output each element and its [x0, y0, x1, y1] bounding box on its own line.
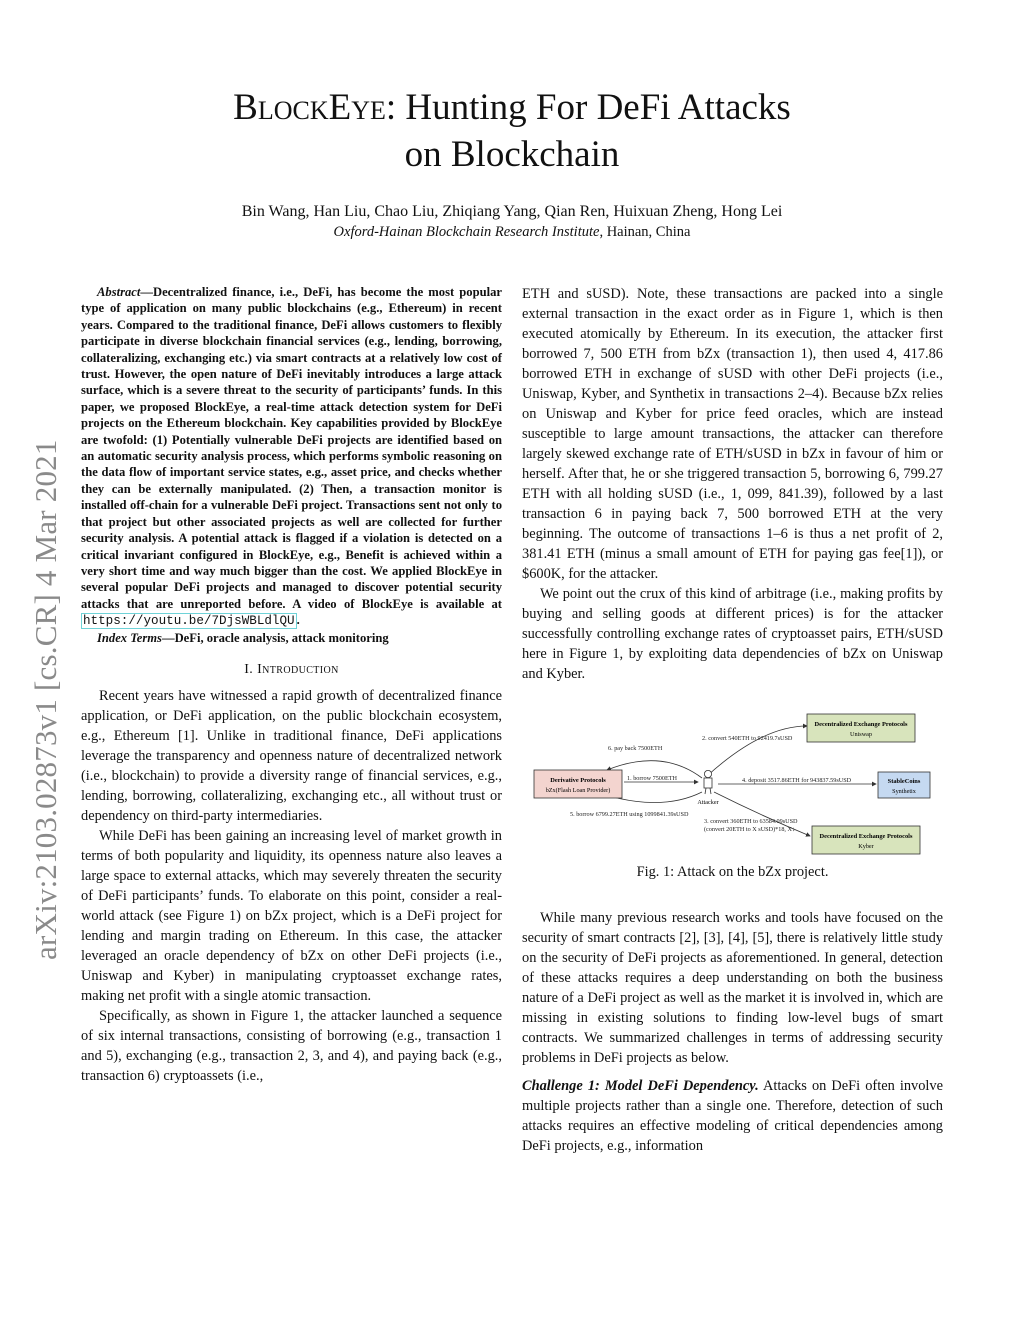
- section-number: I.: [244, 661, 254, 677]
- edge-label-6: 6. pay back 7500ETH: [608, 745, 663, 752]
- right-column: [522, 284, 943, 1156]
- abstract-text: —Decentralized finance, i.e., DeFi, has become the most popular type of application on many public blockchains (e.g., Ethereum) in recent years. Compared to the traditional finance, DeFi allows customers to flexibly participate in diverse blockchain financial services (e.g., lending, borrowing, collateralizing, exchanging etc.) via smart contracts at a relatively low cost of trust. However, the open nature of DeFi inevitably introduces a large attack surface, which is a severe threat to the security of participants’ funds. In this paper, we proposed BlockEye, a real-time attack detection system for DeFi projects on the Ethereum blockchain. Key capabilities provided by BlockEye are twofold: (1) Potentially vulnerable DeFi projects are identified based on an automatic security analysis process, which performs symbolic reasoning on the data flow of important service states, e.g., asset price, and checks whether they can be externally manipulated. (2) Then, a transaction monitor is installed off-chain for a vulnerable DeFi project. Transactions sent not only to that project but other associated projects as well are collected for further security analysis. A potential attack is flagged if a violation is detected on a critical invariant configured in BlockEye, e.g., Benefit is achieved within a very short time and way much bigger than the cost. We applied BlockEye in several popular DeFi projects and managed to discover potential security attacks that are unreported before. A video of BlockEye is available at: [81, 285, 502, 611]
- section-title: Introduction: [257, 661, 339, 677]
- title-line2: on Blockchain: [404, 134, 620, 175]
- paper-title: [0, 84, 1024, 178]
- node-dex-kyber: [812, 826, 920, 854]
- figure-1: [522, 706, 943, 856]
- edge-label-4: 4. deposit 3517.86ETH for 943837.59sUSD: [742, 777, 852, 784]
- abstract-end: .: [296, 613, 300, 628]
- svg-text:Decentralized Exchange Protoco: Decentralized Exchange Protocols: [819, 833, 913, 840]
- attacker-icon: [704, 770, 712, 794]
- challenge-1-paragraph: [522, 1076, 943, 1156]
- affiliation: [0, 222, 1024, 242]
- index-terms-label: Index Terms: [97, 630, 162, 645]
- intro-paragraph: While DeFi has been gaining an increasing level of market growth in terms of both popularity and liquidity, its openness nature also leaves a large space to external attacks, which may severely threaten the security of DeFi participants’ funds. To elaborate on this point, consider a real-world attack (see Figure 1) on bZx project, which is a DeFi project for lending and margin trading on Ethereum. In this case, the attacker leveraged an oracle dependency of bZx on other DeFi projects (i.e., Uniswap and Kyber) in manipulating cryptoasset exchange rates, making net profit with a single atomic transaction.: [81, 827, 502, 1004]
- edge-label-1: 1. borrow 7500ETH: [627, 775, 678, 782]
- video-link[interactable]: https://youtu.be/7DjsWBLdlQU: [83, 614, 295, 629]
- svg-text:Kyber: Kyber: [858, 843, 874, 850]
- edge-label-3b: (convert 20ETH to X sUSD)*18, X↓: [704, 826, 796, 833]
- challenge-1-text: Attacks on DeFi often involve multiple projects rather than a single one. Therefore, detection of such attacks requires an effective modeling of critical dependencies among DeFi projects, e.g., information: [522, 1078, 943, 1154]
- edge-label-2: 2. convert 540ETH to 92419.7sUSD: [702, 735, 793, 742]
- title-line1-rest: : Hunting For DeFi Attacks: [385, 87, 791, 128]
- index-terms-text: —DeFi, oracle analysis, attack monitoring: [161, 630, 389, 645]
- figure-caption: Fig. 1: Attack on the bZx project.: [636, 864, 829, 880]
- abstract: [81, 284, 502, 630]
- edge-2: [707, 726, 807, 776]
- node-attacker: [697, 770, 718, 806]
- svg-text:Derivative Protocols: Derivative Protocols: [550, 777, 606, 784]
- abstract-label: Abstract: [97, 285, 141, 299]
- index-terms: [81, 630, 502, 646]
- affiliation-institute: Oxford-Hainan Blockchain Research Institute: [333, 224, 600, 240]
- node-derivative: [534, 770, 622, 798]
- body-paragraph: ETH and sUSD). Note, these transactions are packed into a single external transaction in the exact order as in Figure 1, which is then executed atomically by Ethereum. In its execution, the attacker first borrowed 7, 500 ETH from bZx (transaction 1), then used 4, 417.86 borrowed ETH in exchange of sUSD with other DeFi projects (i.e., Uniswap, Kyber, and Synthetix in transactions 2–4). Because bZx relies on Uniswap and Kyber for price feed oracles, which are instead susceptible to large amount transactions, the attacker can therefore largely skewed exchange rate of ETH/sUSD in bZx in favour of him or herself. After that, he or she triggered transaction 5, borrowing 6, 799.27 ETH with all holding sUSD (i.e., 1, 099, 841.39), followed by a last transaction 6 in paying back 7, 500 borrowed ETH at the very beginning. The outcome of transactions 1–6 is thus a net profit of 2, 381.41 ETH (minus a small amount of ETH for paying gas fee[1]), or $600K, for the attacker.: [522, 286, 943, 582]
- author-block: [0, 202, 1024, 242]
- edge-label-3a: 3. convert 360ETH to 63584.09sUSD: [704, 818, 798, 825]
- title-system-name: BlockEye: [233, 87, 386, 128]
- left-column: [81, 284, 502, 1086]
- intro-paragraph: Specifically, as shown in Figure 1, the attacker launched a sequence of six internal transactions, consisting of borrowing (e.g., transaction 1 and 5), exchanging (e.g., transaction 2, 3, and 4), and paying back (e.g., transaction 6) cryptoassets (i.e.,: [81, 1007, 502, 1084]
- svg-text:Decentralized Exchange Protoco: Decentralized Exchange Protocols: [814, 721, 908, 728]
- node-stablecoins: [878, 772, 930, 798]
- author-list: Bin Wang, Han Liu, Chao Liu, Zhiqiang Yang, Qian Ren, Huixuan Zheng, Hong Lei: [241, 203, 783, 220]
- node-dex-uniswap: [807, 714, 915, 742]
- body-paragraph: We point out the crux of this kind of arbitrage (i.e., making profits by buying and selling goods at different prices) is for the attacker successfully controlling exchange rates of cryptoasset pairs, ETH/sUSD here in Figure 1, by exploiting data dependencies of bZx on Uniswap and Kyber.: [522, 586, 943, 682]
- svg-text:StableCoins: StableCoins: [887, 778, 921, 785]
- svg-text:bZx(Flash Loan Provider): bZx(Flash Loan Provider): [545, 787, 611, 794]
- arxiv-stamp: arXiv:2103.02873v1 [cs.CR] 4 Mar 2021: [28, 439, 63, 960]
- edge-label-5: 5. borrow 6799.27ETH using 1099841.39sUSD: [570, 811, 689, 818]
- attacker-label: Attacker: [697, 799, 719, 806]
- attack-diagram: [522, 706, 943, 856]
- challenge-1-label: Challenge 1: Model DeFi Dependency.: [522, 1078, 759, 1094]
- section-heading: [81, 660, 502, 680]
- affiliation-location: , Hainan, China: [599, 224, 691, 240]
- intro-paragraph: Recent years have witnessed a rapid growth of decentralized finance application, or DeFi application, on the public blockchain ecosystem, e.g., Ethereum [1]. Unlike in traditional finance, DeFi applications leverage the transparency and openness nature of decentralized network (i.e., blockchain) to provide a diversity range of financial services, e.g., lending, borrowing, collateralizing, exchanging etc., all without trust or dependency on third-party intermediaries.: [81, 687, 502, 824]
- svg-text:Uniswap: Uniswap: [850, 731, 872, 738]
- svg-text:Synthetix: Synthetix: [892, 788, 916, 795]
- body-paragraph: While many previous research works and tools have focused on the security of smart contracts [2], [3], [4], [5], there is relatively little study on the security of DeFi projects as aforementioned. In general, detection of these attacks requires a deep understanding on both the business nature of a DeFi project as well as the market it is involved in, which are missing in existing solutions to finding low-level bugs of smart contracts. We summarized challenges in terms of addressing security problems in DeFi projects as below.: [522, 910, 943, 1066]
